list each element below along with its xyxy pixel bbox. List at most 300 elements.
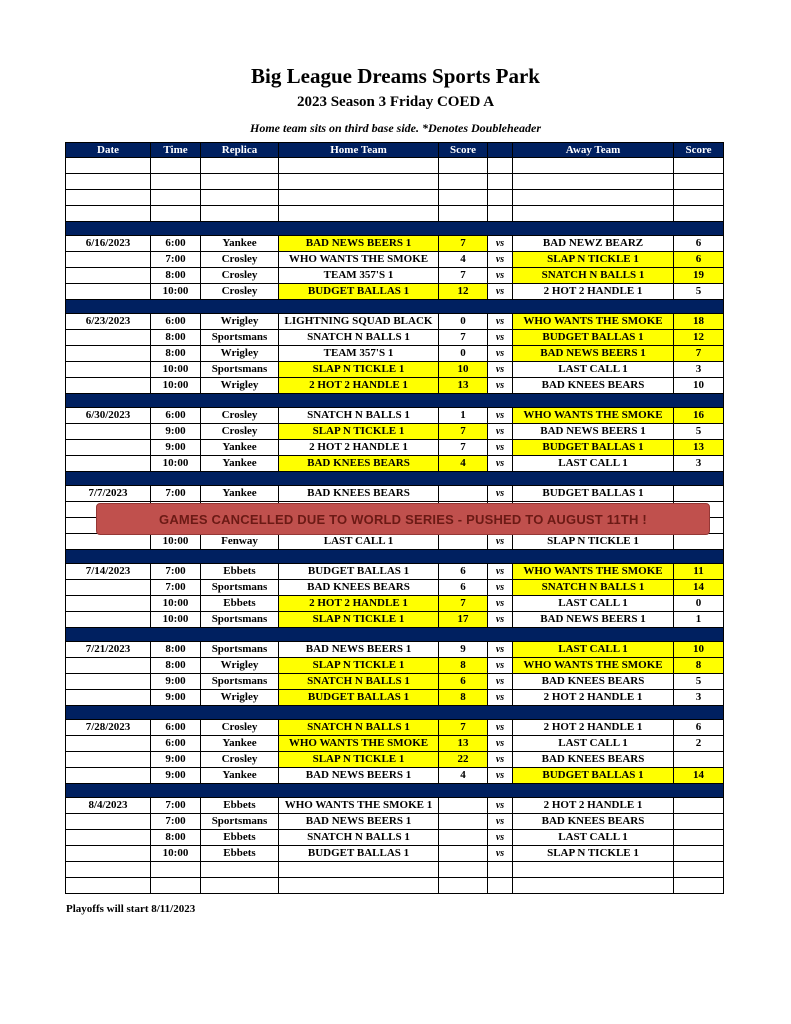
- away-score-cell: 8: [674, 658, 724, 674]
- home-team-cell: BUDGET BALLAS 1: [279, 846, 439, 862]
- week-separator-row: [66, 300, 724, 314]
- game-row: [66, 346, 724, 362]
- date-cell: [66, 362, 151, 378]
- home-team-cell: SLAP N TICKLE 1: [279, 362, 439, 378]
- replica-cell: Sportsmans: [201, 330, 279, 346]
- away-team-cell: LAST CALL 1: [513, 642, 674, 658]
- time-cell: [151, 862, 201, 878]
- date-cell: 7/7/2023: [66, 486, 151, 502]
- time-cell: 9:00: [151, 440, 201, 456]
- home-score-cell: 7: [439, 268, 488, 284]
- away-score-cell: 0: [674, 596, 724, 612]
- home-team-cell: WHO WANTS THE SMOKE: [279, 736, 439, 752]
- home-team-cell: SLAP N TICKLE 1: [279, 612, 439, 628]
- home-score-cell: [439, 174, 488, 190]
- time-cell: 6:00: [151, 314, 201, 330]
- empty-row: [66, 174, 724, 190]
- replica-cell: Crosley: [201, 720, 279, 736]
- vs-cell: vs: [488, 612, 513, 628]
- date-cell: [66, 206, 151, 222]
- date-cell: [66, 674, 151, 690]
- replica-cell: Sportsmans: [201, 362, 279, 378]
- game-row: [66, 690, 724, 706]
- date-cell: [66, 534, 151, 550]
- time-cell: 8:00: [151, 642, 201, 658]
- time-cell: [151, 158, 201, 174]
- time-cell: 8:00: [151, 330, 201, 346]
- home-team-cell: BAD KNEES BEARS: [279, 486, 439, 502]
- game-row: [66, 658, 724, 674]
- away-score-cell: 13: [674, 440, 724, 456]
- home-score-cell: 6: [439, 564, 488, 580]
- vs-cell: vs: [488, 424, 513, 440]
- replica-cell: Ebbets: [201, 830, 279, 846]
- game-row: [66, 236, 724, 252]
- time-cell: 10:00: [151, 612, 201, 628]
- game-row: [66, 252, 724, 268]
- away-team-cell: [513, 206, 674, 222]
- time-cell: 10:00: [151, 378, 201, 394]
- game-row: [66, 798, 724, 814]
- time-cell: 9:00: [151, 674, 201, 690]
- vs-cell: vs: [488, 252, 513, 268]
- away-score-cell: [674, 486, 724, 502]
- game-row: [66, 736, 724, 752]
- away-team-cell: BUDGET BALLAS 1: [513, 330, 674, 346]
- home-score-cell: [439, 534, 488, 550]
- time-cell: 9:00: [151, 768, 201, 784]
- vs-cell: vs: [488, 330, 513, 346]
- vs-cell: vs: [488, 314, 513, 330]
- away-score-cell: 7: [674, 346, 724, 362]
- away-team-cell: WHO WANTS THE SMOKE: [513, 408, 674, 424]
- replica-cell: Fenway: [201, 534, 279, 550]
- home-team-cell: LAST CALL 1: [279, 534, 439, 550]
- replica-cell: [201, 158, 279, 174]
- home-score-cell: [439, 190, 488, 206]
- replica-cell: Replica: [201, 143, 279, 158]
- date-cell: 6/23/2023: [66, 314, 151, 330]
- home-score-cell: 12: [439, 284, 488, 300]
- home-team-cell: [279, 158, 439, 174]
- away-score-cell: [674, 798, 724, 814]
- date-cell: [66, 190, 151, 206]
- replica-cell: Crosley: [201, 752, 279, 768]
- away-score-cell: 3: [674, 690, 724, 706]
- away-score-cell: 12: [674, 330, 724, 346]
- away-team-cell: LAST CALL 1: [513, 596, 674, 612]
- time-cell: 6:00: [151, 736, 201, 752]
- time-cell: 7:00: [151, 252, 201, 268]
- time-cell: 10:00: [151, 362, 201, 378]
- date-cell: [66, 752, 151, 768]
- date-cell: [66, 346, 151, 362]
- home-score-cell: 4: [439, 456, 488, 472]
- home-score-cell: 22: [439, 752, 488, 768]
- week-separator-row: [66, 222, 724, 236]
- date-cell: [66, 330, 151, 346]
- game-row: [66, 314, 724, 330]
- replica-cell: Yankee: [201, 236, 279, 252]
- away-team-cell: [513, 158, 674, 174]
- date-cell: 6/16/2023: [66, 236, 151, 252]
- time-cell: Time: [151, 143, 201, 158]
- replica-cell: [201, 862, 279, 878]
- home-team-cell: Home Team: [279, 143, 439, 158]
- away-team-cell: [513, 862, 674, 878]
- game-row: [66, 362, 724, 378]
- away-score-cell: [674, 752, 724, 768]
- vs-cell: vs: [488, 564, 513, 580]
- replica-cell: Wrigley: [201, 314, 279, 330]
- vs-cell: vs: [488, 642, 513, 658]
- home-score-cell: [439, 878, 488, 894]
- vs-cell: vs: [488, 440, 513, 456]
- date-cell: [66, 580, 151, 596]
- time-cell: [151, 878, 201, 894]
- date-cell: [66, 814, 151, 830]
- time-cell: 9:00: [151, 690, 201, 706]
- vs-cell: vs: [488, 486, 513, 502]
- home-team-cell: BAD NEWS BEERS 1: [279, 642, 439, 658]
- date-cell: [66, 612, 151, 628]
- empty-row: [66, 862, 724, 878]
- away-team-cell: SLAP N TICKLE 1: [513, 846, 674, 862]
- date-cell: [66, 768, 151, 784]
- time-cell: [151, 206, 201, 222]
- away-score-cell: 1: [674, 612, 724, 628]
- cancellation-banner: [96, 503, 710, 535]
- vs-cell: vs: [488, 346, 513, 362]
- away-score-cell: 5: [674, 424, 724, 440]
- replica-cell: [201, 190, 279, 206]
- week-separator-row: [66, 394, 724, 408]
- away-team-cell: LAST CALL 1: [513, 362, 674, 378]
- date-cell: [66, 878, 151, 894]
- away-team-cell: LAST CALL 1: [513, 830, 674, 846]
- replica-cell: Crosley: [201, 424, 279, 440]
- time-cell: 8:00: [151, 658, 201, 674]
- date-cell: [66, 456, 151, 472]
- game-row: [66, 440, 724, 456]
- home-team-cell: SNATCH N BALLS 1: [279, 830, 439, 846]
- game-row: [66, 456, 724, 472]
- vs-cell: vs: [488, 408, 513, 424]
- away-team-cell: WHO WANTS THE SMOKE: [513, 564, 674, 580]
- game-row: [66, 268, 724, 284]
- home-team-cell: BUDGET BALLAS 1: [279, 564, 439, 580]
- date-cell: 7/21/2023: [66, 642, 151, 658]
- away-team-cell: LAST CALL 1: [513, 736, 674, 752]
- empty-row: [66, 878, 724, 894]
- date-cell: [66, 596, 151, 612]
- vs-cell: vs: [488, 580, 513, 596]
- date-cell: [66, 690, 151, 706]
- date-cell: [66, 862, 151, 878]
- home-team-cell: WHO WANTS THE SMOKE: [279, 252, 439, 268]
- home-team-cell: SNATCH N BALLS 1: [279, 408, 439, 424]
- away-team-cell: SNATCH N BALLS 1: [513, 580, 674, 596]
- replica-cell: Sportsmans: [201, 674, 279, 690]
- away-team-cell: SLAP N TICKLE 1: [513, 534, 674, 550]
- home-score-cell: 7: [439, 720, 488, 736]
- vs-cell: vs: [488, 798, 513, 814]
- away-team-cell: BAD KNEES BEARS: [513, 752, 674, 768]
- date-cell: [66, 284, 151, 300]
- replica-cell: Sportsmans: [201, 814, 279, 830]
- game-row: [66, 424, 724, 440]
- replica-cell: Wrigley: [201, 658, 279, 674]
- time-cell: 10:00: [151, 534, 201, 550]
- vs-cell: vs: [488, 690, 513, 706]
- time-cell: 10:00: [151, 456, 201, 472]
- time-cell: 10:00: [151, 846, 201, 862]
- home-score-cell: 17: [439, 612, 488, 628]
- home-team-cell: TEAM 357'S 1: [279, 346, 439, 362]
- date-cell: [66, 846, 151, 862]
- cancellation-banner-text: GAMES CANCELLED DUE TO WORLD SERIES - PUSHED TO AUGUST 11TH !: [159, 511, 647, 527]
- week-separator-row: [66, 472, 724, 486]
- game-row: [66, 642, 724, 658]
- game-row: [66, 378, 724, 394]
- home-team-cell: SLAP N TICKLE 1: [279, 658, 439, 674]
- game-row: [66, 284, 724, 300]
- away-score-cell: [674, 830, 724, 846]
- home-team-cell: [279, 862, 439, 878]
- time-cell: 7:00: [151, 814, 201, 830]
- week-separator-row: [66, 550, 724, 564]
- vs-cell: vs: [488, 830, 513, 846]
- away-score-cell: 11: [674, 564, 724, 580]
- home-score-cell: 9: [439, 642, 488, 658]
- time-cell: 6:00: [151, 408, 201, 424]
- vs-cell: [488, 174, 513, 190]
- replica-cell: Sportsmans: [201, 642, 279, 658]
- game-row: [66, 408, 724, 424]
- game-row: [66, 752, 724, 768]
- replica-cell: Yankee: [201, 456, 279, 472]
- game-row: [66, 534, 724, 550]
- vs-cell: [488, 862, 513, 878]
- home-team-cell: [279, 878, 439, 894]
- away-team-cell: 2 HOT 2 HANDLE 1: [513, 284, 674, 300]
- replica-cell: Crosley: [201, 284, 279, 300]
- home-score-cell: 7: [439, 236, 488, 252]
- page-note: Home team sits on third base side. *Denotes Doubleheader: [250, 121, 541, 135]
- away-score-cell: [674, 814, 724, 830]
- home-score-cell: 4: [439, 252, 488, 268]
- page-title: Big League Dreams Sports Park: [251, 64, 540, 88]
- away-team-cell: SNATCH N BALLS 1: [513, 268, 674, 284]
- home-score-cell: 8: [439, 658, 488, 674]
- away-team-cell: BAD NEWS BEERS 1: [513, 424, 674, 440]
- away-score-cell: 10: [674, 642, 724, 658]
- date-cell: 6/30/2023: [66, 408, 151, 424]
- away-score-cell: 6: [674, 252, 724, 268]
- date-cell: [66, 830, 151, 846]
- vs-cell: vs: [488, 658, 513, 674]
- home-team-cell: WHO WANTS THE SMOKE 1: [279, 798, 439, 814]
- game-row: [66, 580, 724, 596]
- vs-cell: vs: [488, 378, 513, 394]
- replica-cell: Yankee: [201, 486, 279, 502]
- replica-cell: Crosley: [201, 252, 279, 268]
- away-team-cell: BAD KNEES BEARS: [513, 378, 674, 394]
- home-score-cell: 13: [439, 378, 488, 394]
- away-team-cell: WHO WANTS THE SMOKE: [513, 314, 674, 330]
- away-score-cell: 16: [674, 408, 724, 424]
- vs-cell: vs: [488, 596, 513, 612]
- away-team-cell: BAD NEWS BEERS 1: [513, 346, 674, 362]
- game-row: [66, 612, 724, 628]
- home-team-cell: SNATCH N BALLS 1: [279, 720, 439, 736]
- game-row: [66, 674, 724, 690]
- away-team-cell: [513, 174, 674, 190]
- date-cell: 8/4/2023: [66, 798, 151, 814]
- replica-cell: Sportsmans: [201, 612, 279, 628]
- home-score-cell: [439, 862, 488, 878]
- home-team-cell: [279, 206, 439, 222]
- away-score-cell: [674, 158, 724, 174]
- home-team-cell: BAD NEWS BEERS 1: [279, 814, 439, 830]
- home-score-cell: 7: [439, 596, 488, 612]
- home-score-cell: 13: [439, 736, 488, 752]
- vs-cell: vs: [488, 456, 513, 472]
- home-score-cell: 7: [439, 330, 488, 346]
- home-score-cell: 0: [439, 346, 488, 362]
- time-cell: 7:00: [151, 564, 201, 580]
- game-row: [66, 564, 724, 580]
- vs-cell: [488, 878, 513, 894]
- away-team-cell: BAD NEWS BEERS 1: [513, 612, 674, 628]
- home-team-cell: 2 HOT 2 HANDLE 1: [279, 596, 439, 612]
- home-score-cell: [439, 814, 488, 830]
- home-score-cell: [439, 206, 488, 222]
- away-score-cell: [674, 846, 724, 862]
- date-cell: [66, 174, 151, 190]
- replica-cell: Ebbets: [201, 846, 279, 862]
- away-score-cell: 18: [674, 314, 724, 330]
- time-cell: 8:00: [151, 268, 201, 284]
- home-team-cell: [279, 174, 439, 190]
- vs-cell: vs: [488, 284, 513, 300]
- date-cell: 7/14/2023: [66, 564, 151, 580]
- home-score-cell: 7: [439, 424, 488, 440]
- game-row: [66, 830, 724, 846]
- home-team-cell: BUDGET BALLAS 1: [279, 690, 439, 706]
- vs-cell: vs: [488, 236, 513, 252]
- away-score-cell: 3: [674, 456, 724, 472]
- home-team-cell: 2 HOT 2 HANDLE 1: [279, 440, 439, 456]
- time-cell: 8:00: [151, 830, 201, 846]
- vs-cell: vs: [488, 362, 513, 378]
- time-cell: 7:00: [151, 486, 201, 502]
- home-score-cell: 8: [439, 690, 488, 706]
- date-cell: [66, 440, 151, 456]
- home-score-cell: 10: [439, 362, 488, 378]
- home-team-cell: BAD KNEES BEARS: [279, 580, 439, 596]
- away-team-cell: [513, 190, 674, 206]
- away-team-cell: SLAP N TICKLE 1: [513, 252, 674, 268]
- home-score-cell: [439, 798, 488, 814]
- time-cell: 6:00: [151, 720, 201, 736]
- away-team-cell: LAST CALL 1: [513, 456, 674, 472]
- away-score-cell: 6: [674, 720, 724, 736]
- away-score-cell: 3: [674, 362, 724, 378]
- away-team-cell: BUDGET BALLAS 1: [513, 486, 674, 502]
- home-score-cell: [439, 158, 488, 174]
- away-team-cell: BAD NEWZ BEARZ: [513, 236, 674, 252]
- game-row: [66, 846, 724, 862]
- vs-cell: vs: [488, 768, 513, 784]
- empty-row: [66, 158, 724, 174]
- empty-row: [66, 190, 724, 206]
- away-score-cell: [674, 190, 724, 206]
- date-cell: [66, 252, 151, 268]
- date-cell: [66, 268, 151, 284]
- date-cell: 7/28/2023: [66, 720, 151, 736]
- vs-cell: vs: [488, 736, 513, 752]
- away-score-cell: [674, 534, 724, 550]
- date-cell: [66, 736, 151, 752]
- home-team-cell: SNATCH N BALLS 1: [279, 330, 439, 346]
- away-team-cell: BUDGET BALLAS 1: [513, 768, 674, 784]
- schedule-table: [65, 142, 724, 894]
- time-cell: [151, 190, 201, 206]
- away-team-cell: BUDGET BALLAS 1: [513, 440, 674, 456]
- away-score-cell: [674, 862, 724, 878]
- table-header-row: [66, 143, 724, 158]
- date-cell: [66, 378, 151, 394]
- time-cell: 8:00: [151, 346, 201, 362]
- home-score-cell: 1: [439, 408, 488, 424]
- away-score-cell: 19: [674, 268, 724, 284]
- away-score-cell: 5: [674, 284, 724, 300]
- page-subtitle: 2023 Season 3 Friday COED A: [296, 94, 495, 110]
- vs-cell: [488, 158, 513, 174]
- away-team-cell: 2 HOT 2 HANDLE 1: [513, 720, 674, 736]
- home-team-cell: BAD NEWS BEERS 1: [279, 768, 439, 784]
- time-cell: 6:00: [151, 236, 201, 252]
- away-score-cell: [674, 206, 724, 222]
- home-score-cell: Score: [439, 143, 488, 158]
- home-team-cell: LIGHTNING SQUAD BLACK: [279, 314, 439, 330]
- home-score-cell: 4: [439, 768, 488, 784]
- replica-cell: Yankee: [201, 736, 279, 752]
- home-team-cell: BAD KNEES BEARS: [279, 456, 439, 472]
- away-score-cell: [674, 878, 724, 894]
- replica-cell: [201, 878, 279, 894]
- date-cell: [66, 158, 151, 174]
- replica-cell: [201, 206, 279, 222]
- away-team-cell: 2 HOT 2 HANDLE 1: [513, 798, 674, 814]
- time-cell: 10:00: [151, 284, 201, 300]
- vs-cell: [488, 190, 513, 206]
- away-team-cell: BAD KNEES BEARS: [513, 814, 674, 830]
- replica-cell: Ebbets: [201, 564, 279, 580]
- home-team-cell: BAD NEWS BEERS 1: [279, 236, 439, 252]
- home-team-cell: BUDGET BALLAS 1: [279, 284, 439, 300]
- home-score-cell: [439, 846, 488, 862]
- game-row: [66, 486, 724, 502]
- away-score-cell: Score: [674, 143, 724, 158]
- home-score-cell: 7: [439, 440, 488, 456]
- vs-cell: [488, 143, 513, 158]
- date-cell: [66, 658, 151, 674]
- away-team-cell: WHO WANTS THE SMOKE: [513, 658, 674, 674]
- home-score-cell: [439, 830, 488, 846]
- empty-row: [66, 206, 724, 222]
